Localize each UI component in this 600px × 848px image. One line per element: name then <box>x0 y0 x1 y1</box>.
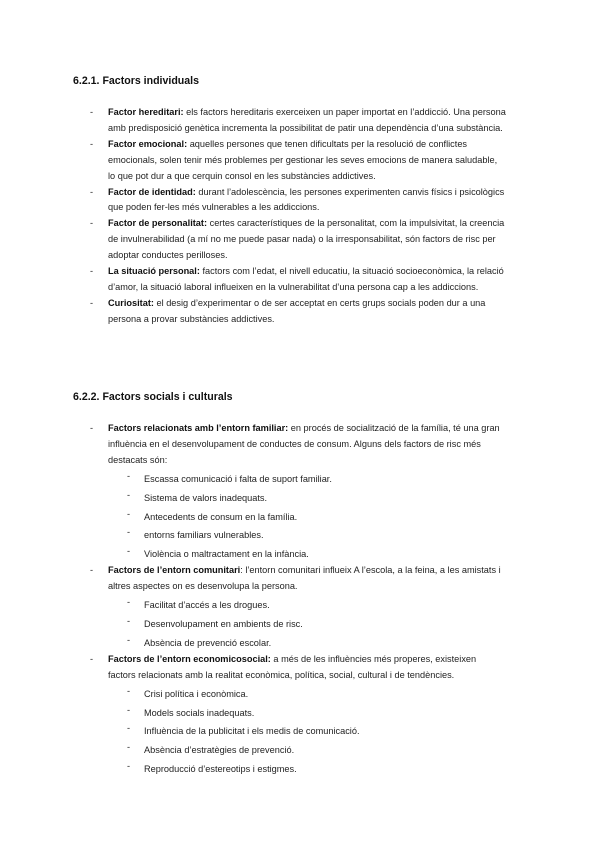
sub-list-item-text: Models socials inadequats. <box>144 707 255 718</box>
bullet-dash: - <box>127 742 131 753</box>
sub-list-item <box>0 684 600 703</box>
sub-list-item-text: Crisi política i econòmica. <box>144 688 249 699</box>
sub-list-item-text: Influència de la publicitat i els medis de comunicació. <box>144 726 360 737</box>
list-item-text <box>108 185 506 217</box>
sub-list-item <box>0 525 600 544</box>
list-item-text <box>108 563 506 595</box>
bullet-dash: - <box>90 297 94 308</box>
sub-list-item <box>0 544 600 563</box>
list-item-text <box>108 296 506 328</box>
sub-list-item-text: Desenvolupament en ambients de risc. <box>144 618 303 629</box>
list-item <box>0 264 506 296</box>
list-item <box>0 563 506 595</box>
sub-list-item-text: Facilitat d’accés a les drogues. <box>144 600 270 611</box>
sub-list-item <box>0 469 600 488</box>
list-item <box>0 185 506 217</box>
list-item-description: durant l’adolescència, les persones experimenten canvis físics i psicològics que poden fer-les més vulnerables a les addiccions. <box>108 186 505 213</box>
list-item-description: factors com l’edat, el nivell educatiu, la situació socioeconòmica, la relació d’amor, la situació laboral influeixen en la vulnerabilitat d’una persona cap a les addiccions. <box>108 266 504 292</box>
list-item-description: en procés de socialització de la família, té una gran influència en el desenvolupament de conductes de consum. Alguns dels factors de risc més destacats són: <box>108 423 500 465</box>
bullet-dash: - <box>127 597 131 608</box>
sub-list-item <box>0 759 600 778</box>
section-heading-social-cultural-factors: 6.2.2. Factors socials i culturals <box>73 391 233 403</box>
list-item-term: La situació personal: <box>108 266 200 277</box>
sub-list-item-text: Violència o maltractament en la infància. <box>144 549 309 560</box>
list-item-term: Factor de identidad: <box>108 186 196 197</box>
bullet-dash: - <box>127 704 131 715</box>
bullet-dash: - <box>127 634 131 645</box>
list-item <box>0 105 506 137</box>
list-item <box>0 296 506 328</box>
bullet-dash: - <box>127 546 131 557</box>
sub-list-item <box>0 614 600 633</box>
bullet-dash: - <box>90 107 94 117</box>
bullet-dash: - <box>127 527 131 538</box>
list-item-term: Factors relacionats amb l’entorn familiar: <box>108 423 289 433</box>
list-item-term: Factors de l’entorn economicosocial: <box>108 653 271 664</box>
list-item-term: Factor emocional: <box>108 138 188 149</box>
bullet-dash: - <box>90 266 94 277</box>
bullet-dash: - <box>90 138 94 149</box>
list-item <box>0 216 506 264</box>
list-item <box>0 421 506 469</box>
list-item-term: Curiositat: <box>108 297 154 308</box>
sub-list-item <box>0 507 600 526</box>
bullet-dash: - <box>90 653 94 664</box>
list-item-term: Factors de l’entorn comunitari <box>108 565 241 576</box>
list-item-term: Factor hereditari: <box>108 107 184 117</box>
list-item <box>0 652 506 684</box>
individual-factors-list <box>0 105 600 328</box>
social-cultural-factors-list <box>0 421 600 778</box>
bullet-dash: - <box>127 761 131 772</box>
list-item-description: : l’entorn comunitari influeix A l’escola, a la feina, a les amistats i altres aspectes on es desenvolupa la persona. <box>108 565 501 592</box>
bullet-dash: - <box>90 565 94 576</box>
sub-list-item-text: Reproducció d’estereotips i estigmes. <box>144 764 297 775</box>
sub-list-item <box>0 721 600 740</box>
list-item-description: a més de les influències més properes, existeixen factors relacionats amb la realitat econòmica, política, social, cultural i de tendències. <box>108 653 477 680</box>
sub-list-item-text: Escassa comunicació i falta de suport familiar. <box>144 473 332 484</box>
sub-list-item <box>0 595 600 614</box>
sub-list-item <box>0 633 600 652</box>
bullet-dash: - <box>127 470 131 481</box>
list-item-text <box>108 652 506 684</box>
section-heading-individual-factors: 6.2.1. Factors individuals <box>73 75 199 87</box>
list-item-text <box>108 421 506 469</box>
sub-list-item <box>0 488 600 507</box>
list-item-description: aquelles persones que tenen dificultats per la resolució de conflictes emocionals, solen tenir més problemes per gestionar les seves emocions de manera saludable, lo que pot dur a que cerquin consol en les substàncies addictives. <box>108 138 498 181</box>
sub-list-item-text: Antecedents de consum en la família. <box>144 511 298 522</box>
list-item <box>0 137 506 185</box>
bullet-dash: - <box>127 615 131 626</box>
bullet-dash: - <box>127 489 131 500</box>
bullet-dash: - <box>127 685 131 696</box>
sub-list-item-text: entorns familiars vulnerables. <box>144 530 264 541</box>
list-item-text <box>108 137 506 185</box>
bullet-dash: - <box>90 186 94 197</box>
list-item-text <box>108 264 506 296</box>
bullet-dash: - <box>90 218 94 229</box>
list-item-text <box>108 105 506 137</box>
list-item-description: certes característiques de la personalitat, com la impulsivitat, la creencia de invulnerabilidad (a mí no me puede pasar nada) o la irresponsabilitat, són factors de risc per adoptar conductes perilloses. <box>108 218 505 261</box>
bullet-dash: - <box>90 423 94 433</box>
bullet-dash: - <box>127 723 131 734</box>
list-item-text <box>108 216 506 264</box>
bullet-dash: - <box>127 508 131 519</box>
sub-list-item-text: Sistema de valors inadequats. <box>144 492 268 503</box>
sub-list-item <box>0 703 600 722</box>
sub-list-item <box>0 740 600 759</box>
sub-list-item-text: Absència d’estratègies de prevenció. <box>144 745 295 756</box>
list-item-term: Factor de personalitat: <box>108 218 208 229</box>
list-item-description: el desig d’experimentar o de ser acceptat en certs grups socials poden dur a una persona a provar substàncies addictives. <box>108 297 486 324</box>
list-item-description: els factors hereditaris exerceixen un paper importat en l’addicció. Una persona amb predisposició genètica incrementa la possibilitat de patir una dependència d’una substància. <box>108 107 506 133</box>
sub-list-item-text: Absència de prevenció escolar. <box>144 637 272 648</box>
